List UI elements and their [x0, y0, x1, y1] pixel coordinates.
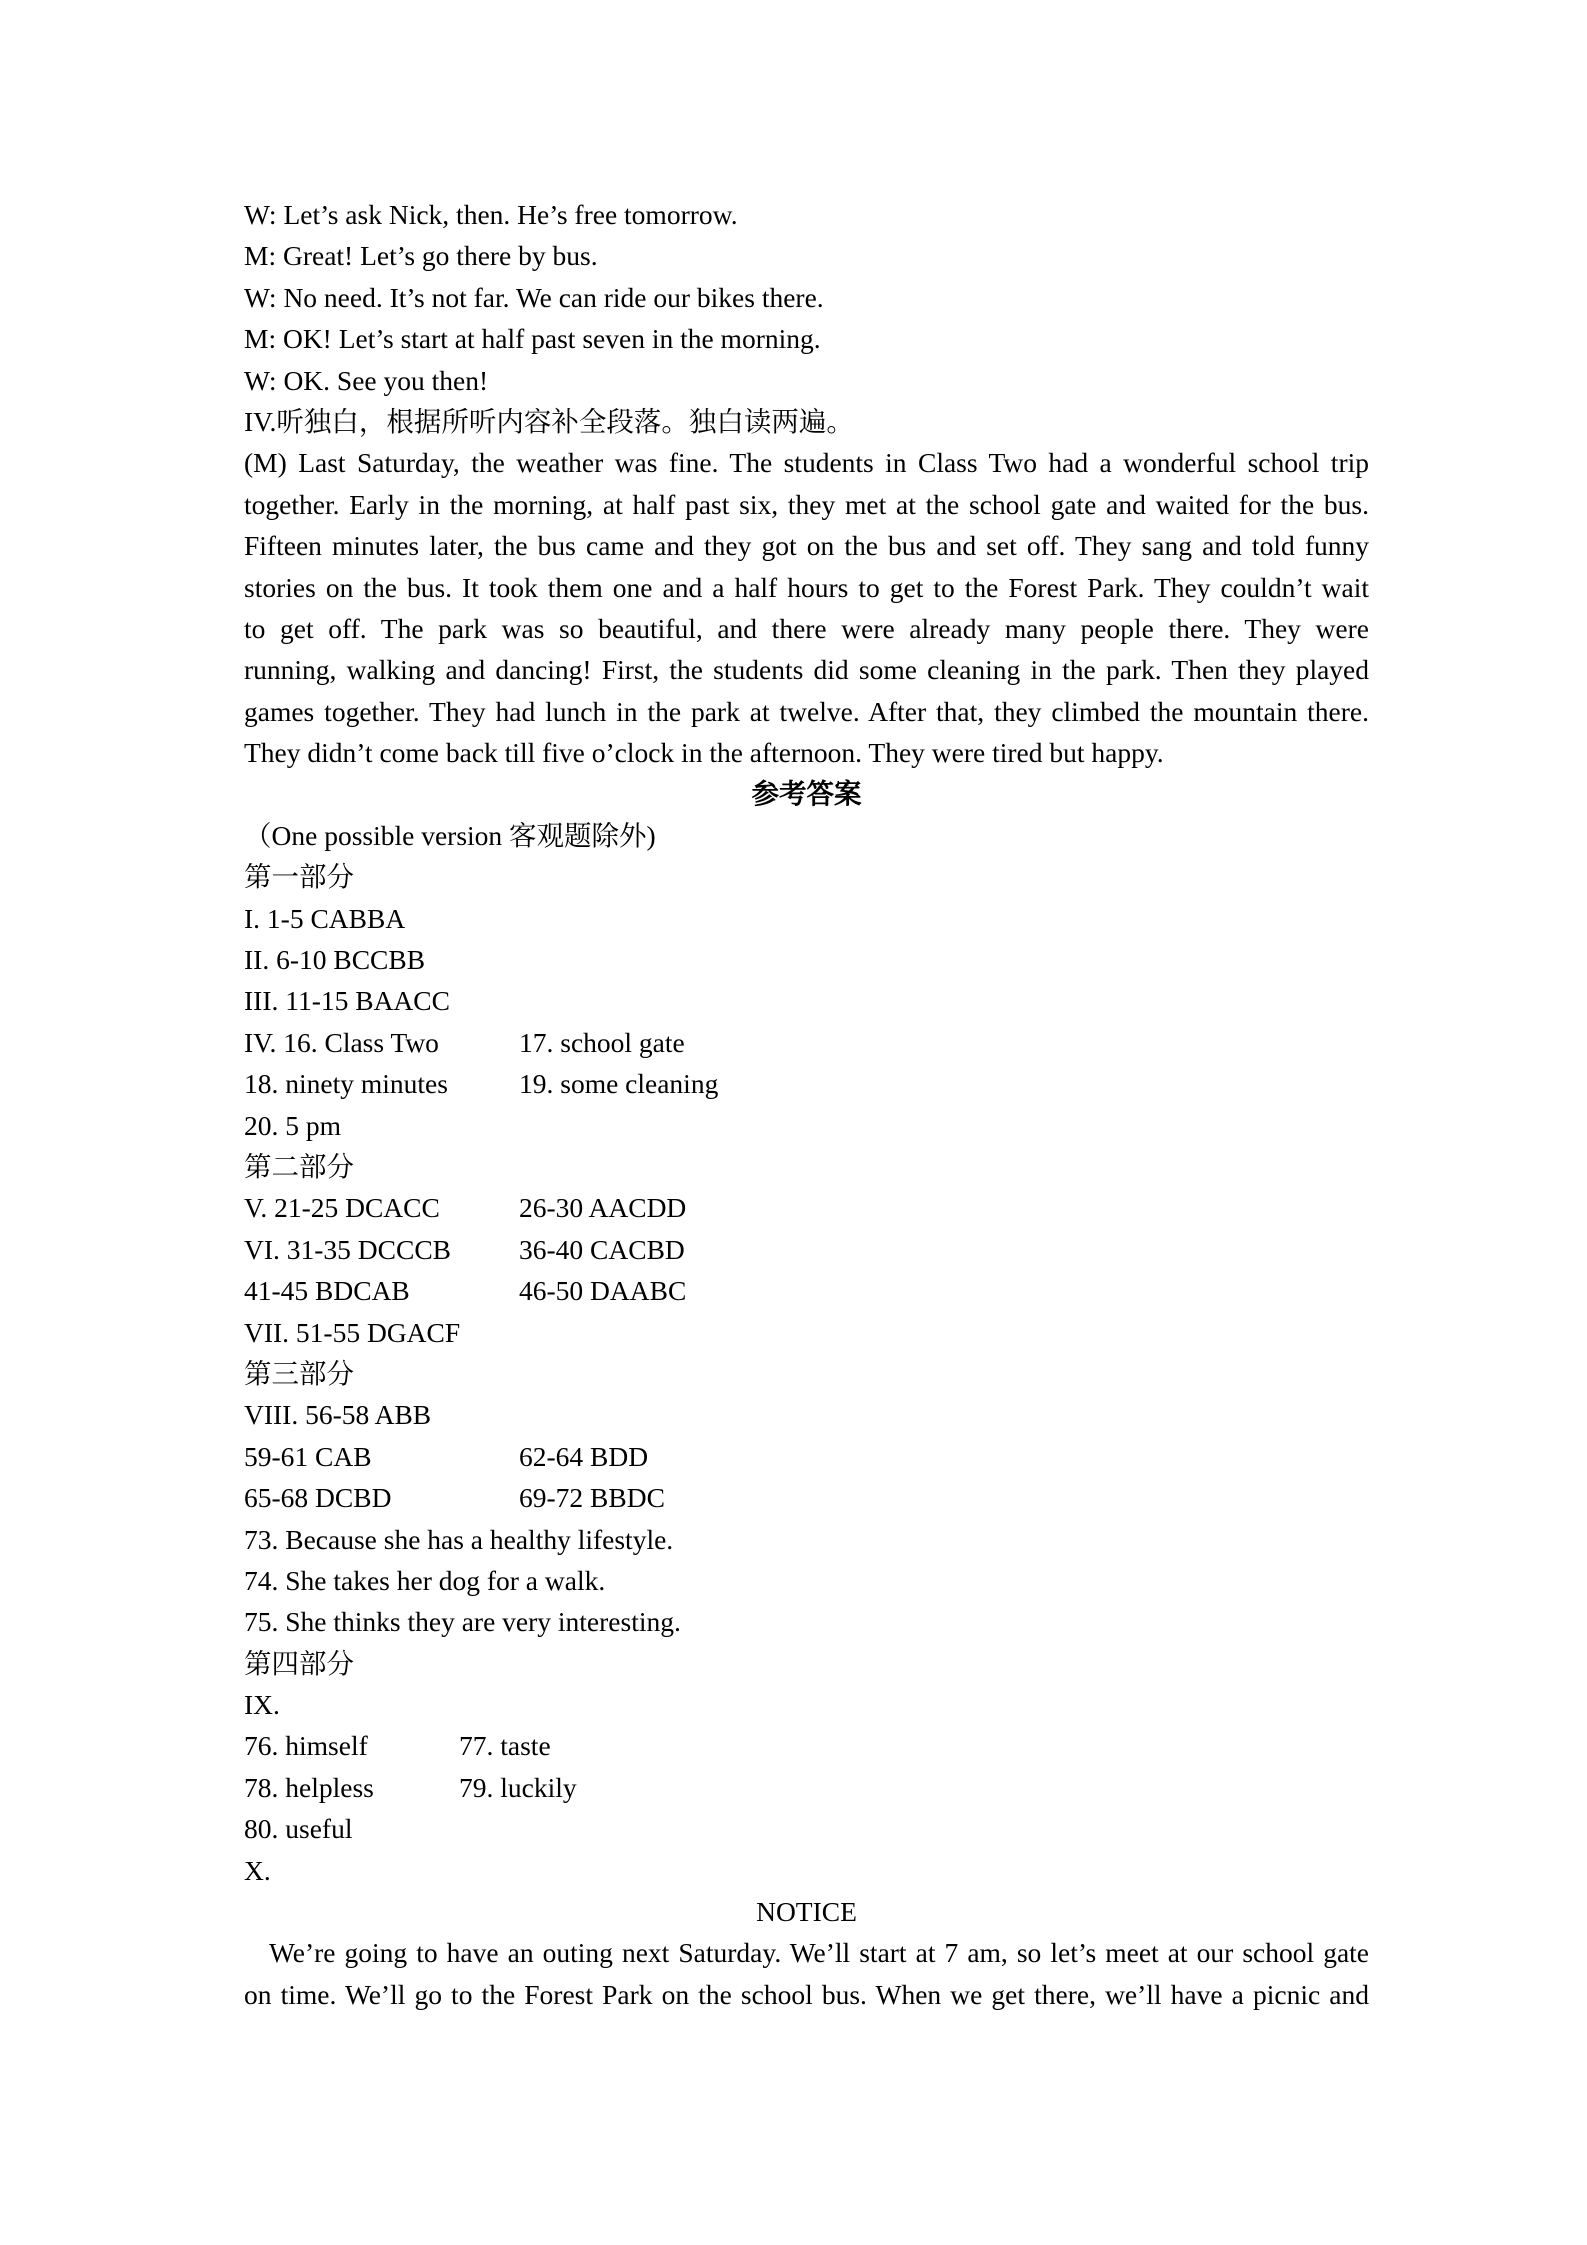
- dialog-line: W: OK. See you then!: [244, 364, 489, 396]
- dialog-line: M: Great! Let’s go there by bus.: [244, 240, 598, 272]
- monologue-line: together. Early in the morning, at half past six, they met at the school gate and waited for the bus.: [244, 488, 1369, 520]
- answer-col2: 69-72 BBDC: [519, 1482, 665, 1514]
- answer-col1: 41-45 BDCAB: [244, 1275, 410, 1307]
- answer-col2: 62-64 BDD: [519, 1440, 649, 1472]
- notice-line: on time. We’ll go to the Forest Park on the school bus. When we get there, we’ll have a picnic and: [244, 1978, 1369, 2010]
- answer-row: 75. She thinks they are very interesting.: [244, 1606, 681, 1638]
- dialog-line: W: Let’s ask Nick, then. He’s free tomorrow.: [244, 199, 738, 230]
- answer-row: [244, 1187, 1369, 1228]
- answer-row: [244, 1063, 1369, 1104]
- answer-row: 80. useful: [244, 1813, 353, 1845]
- monologue-line: to get off. The park was so beautiful, and there were already many people there. They were: [244, 612, 1369, 644]
- monologue-line: stories on the bus. It took them one and a half hours to get to the Forest Park. They couldn’t wait: [244, 571, 1369, 603]
- answer-col2: 17. school gate: [519, 1026, 685, 1058]
- answer-row: III. 11-15 BAACC: [244, 985, 450, 1017]
- answer-col2: 79. luckily: [459, 1771, 577, 1803]
- answer-row: IX.: [244, 1689, 280, 1721]
- monologue-line: running, walking and dancing! First, the students did some cleaning in the park. Then they played: [244, 654, 1369, 686]
- answer-row: [244, 1270, 1369, 1311]
- part-heading: 第二部分: [244, 1150, 354, 1182]
- dialog-line: M: OK! Let’s start at half past seven in the morning.: [244, 323, 821, 355]
- notice-title: NOTICE: [756, 1896, 857, 1928]
- answer-row: 20. 5 pm: [244, 1109, 342, 1141]
- answer-col1: IV. 16. Class Two: [244, 1026, 439, 1058]
- version-note: （One possible version 客观题除外): [244, 819, 656, 851]
- answer-col2: 19. some cleaning: [519, 1068, 719, 1100]
- answer-row: II. 6-10 BCCBB: [244, 944, 426, 976]
- answer-row: VII. 51-55 DGACF: [244, 1316, 461, 1348]
- answer-col1: V. 21-25 DCACC: [244, 1192, 440, 1224]
- answer-row: X.: [244, 1854, 271, 1886]
- part-heading: 第一部分: [244, 861, 354, 893]
- answer-row: [244, 1436, 1369, 1477]
- answer-row: [244, 1725, 1369, 1766]
- monologue-line: Fifteen minutes later, the bus came and they got on the bus and set off. They sang and told funny: [244, 530, 1369, 562]
- part-heading: 第三部分: [244, 1357, 354, 1389]
- answer-row: 73. Because she has a healthy lifestyle.: [244, 1523, 674, 1555]
- dialog-line: W: No need. It’s not far. We can ride our bikes there.: [244, 281, 824, 313]
- answer-col1: 78. helpless: [244, 1771, 374, 1803]
- answer-row: [244, 1767, 1369, 1808]
- answer-row: [244, 1229, 1369, 1270]
- monologue-line: They didn’t come back till five o’clock in the afternoon. They were tired but happy.: [244, 737, 1164, 769]
- answer-col1: 18. ninety minutes: [244, 1068, 448, 1100]
- answer-col1: VI. 31-35 DCCCB: [244, 1233, 452, 1265]
- answer-col2: 26-30 AACDD: [519, 1192, 687, 1224]
- answer-key-title: 参考答案: [751, 778, 862, 810]
- monologue-line: games together. They had lunch in the park at twelve. After that, they climbed the mountain there.: [244, 695, 1369, 727]
- answer-row: I. 1-5 CABBA: [244, 902, 406, 934]
- answer-row: 74. She takes her dog for a walk.: [244, 1564, 606, 1596]
- answer-row: VIII. 56-58 ABB: [244, 1399, 432, 1431]
- document-content: [244, 194, 1369, 2015]
- answer-col2: 36-40 CACBD: [519, 1233, 685, 1265]
- monologue-line: (M) Last Saturday, the weather was fine. The students in Class Two had a wonderful school trip: [244, 447, 1369, 479]
- answer-col1: 59-61 CAB: [244, 1440, 372, 1472]
- answer-row: [244, 1477, 1369, 1518]
- listening-section-heading: IV.听独白，根据所听内容补全段落。独白读两遍。: [244, 405, 854, 437]
- answer-col1: 76. himself: [244, 1730, 368, 1762]
- answer-col2: 77. taste: [459, 1730, 551, 1762]
- notice-line: We’re going to have an outing next Saturday. We’ll start at 7 am, so let’s meet at our school gate: [269, 1937, 1369, 1969]
- answer-row: [244, 1022, 1369, 1063]
- answer-col1: 65-68 DCBD: [244, 1482, 392, 1514]
- answer-col2: 46-50 DAABC: [519, 1275, 687, 1307]
- part-heading: 第四部分: [244, 1647, 354, 1679]
